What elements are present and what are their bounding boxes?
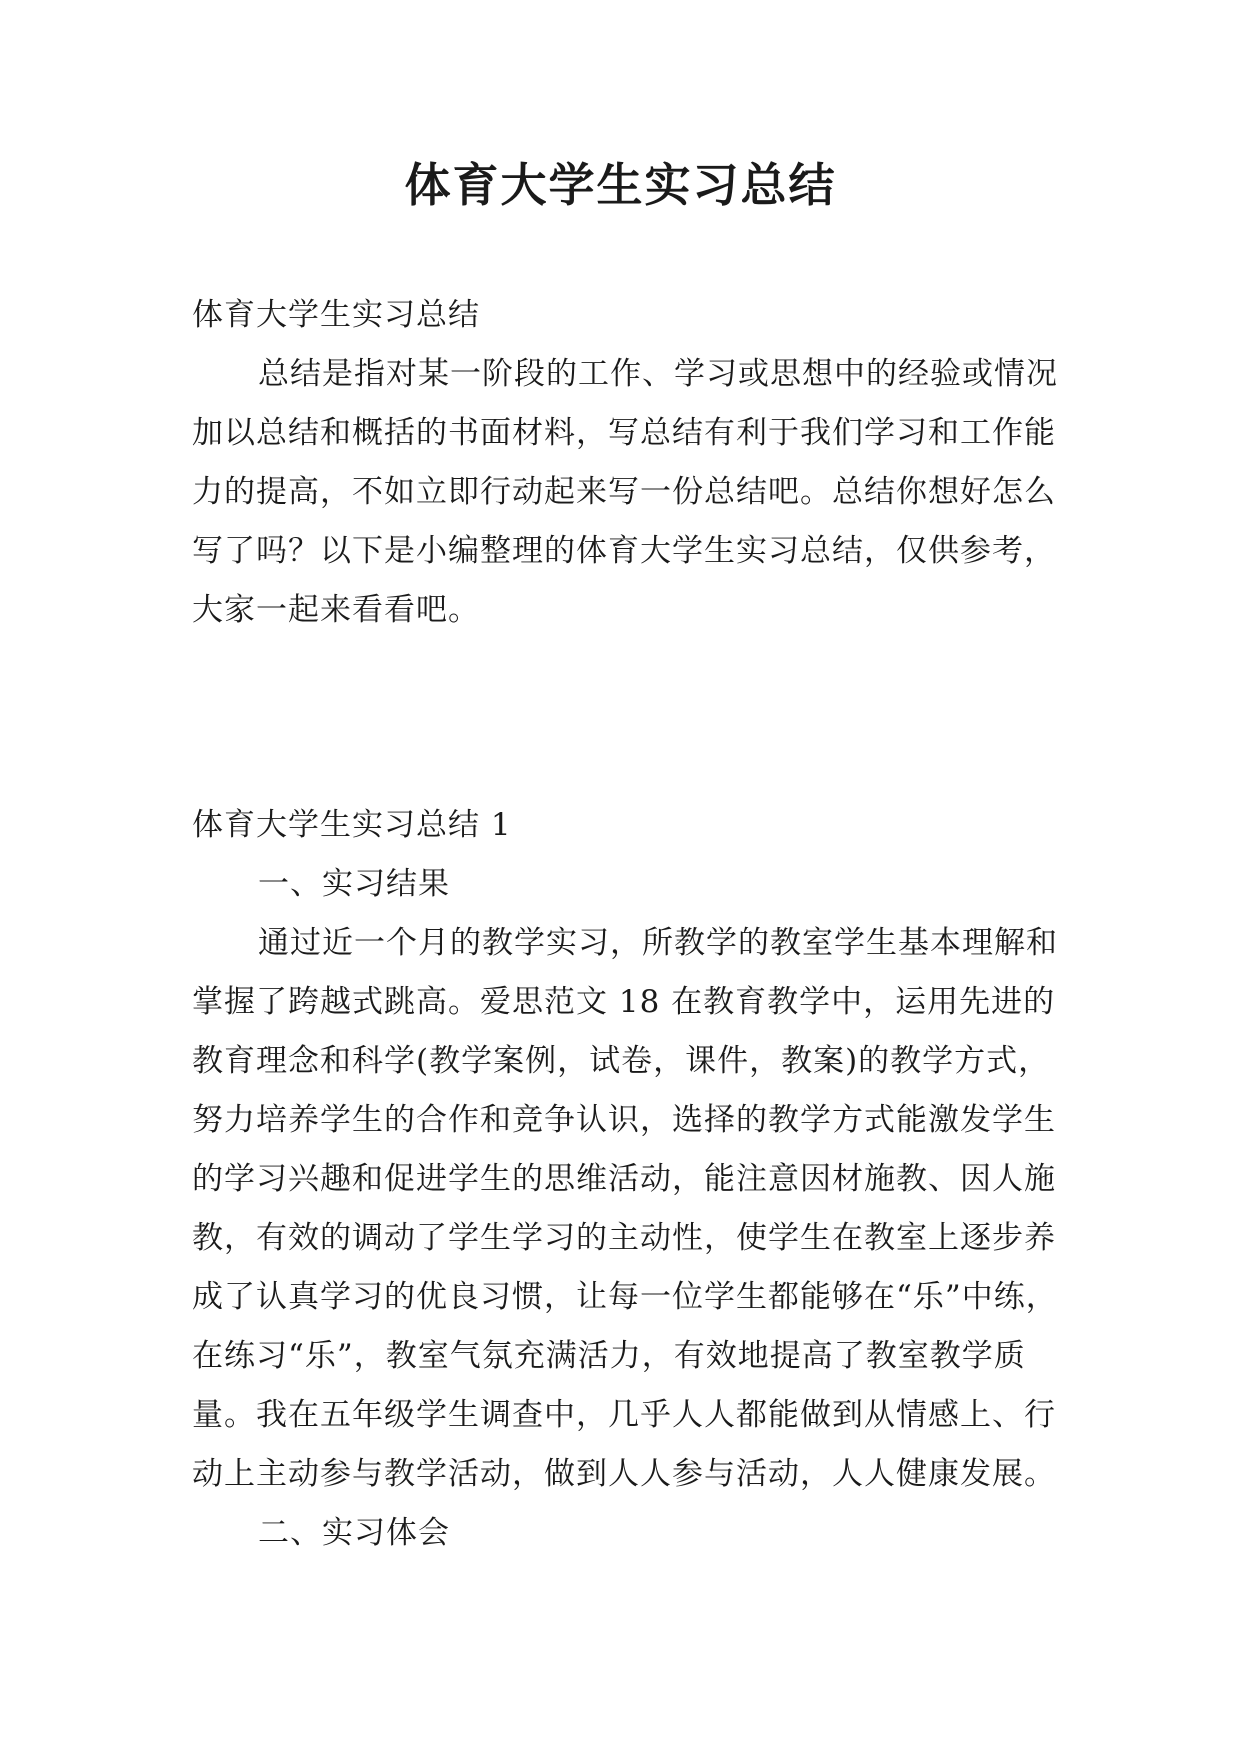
document-body xyxy=(192,286,1058,1563)
results-paragraph: 通过近一个月的教学实习，所教学的教室学生基本理解和掌握了跨越式跳高。爱思范文 18 在教育教学中，运用先进的教育理念和科学(教学案例，试卷，课件，教案)的教学方式，努力培养学生的合作和竞争认识，选择的教学方式能激发学生的学习兴趣和促进学生的思维活动，能注意因材施教、因人施教，有效的调动了学生学习的主动性，使学生在教室上逐步养成了认真学习的优良习惯，让每一位学生都能够在“乐”中练，在练习“乐”，教室气氛充满活力，有效地提高了教室教学质量。我在五年级学生调查中，几乎人人都能做到从情感上、行动上主动参与教学活动，做到人人参与活动，人人健康发展。 xyxy=(192,925,1058,1492)
intro-paragraph: 总结是指对某一阶段的工作、学习或思想中的经验或情况加以总结和概括的书面材料，写总结有利于我们学习和工作能力的提高，不如立即行动起来写一份总结吧。总结你想好怎么写了吗？以下是小编整理的体育大学生实习总结，仅供参考，大家一起来看看吧。 xyxy=(192,356,1058,628)
section-spacer xyxy=(192,640,1058,796)
part-heading-experience: 二、实习体会 xyxy=(258,1515,450,1551)
document-title: 体育大学生实习总结 xyxy=(404,158,837,212)
document-heading: 体育大学生实习总结 xyxy=(192,297,480,333)
section-heading: 体育大学生实习总结 1 xyxy=(192,807,512,843)
part-heading-results: 一、实习结果 xyxy=(258,866,450,902)
